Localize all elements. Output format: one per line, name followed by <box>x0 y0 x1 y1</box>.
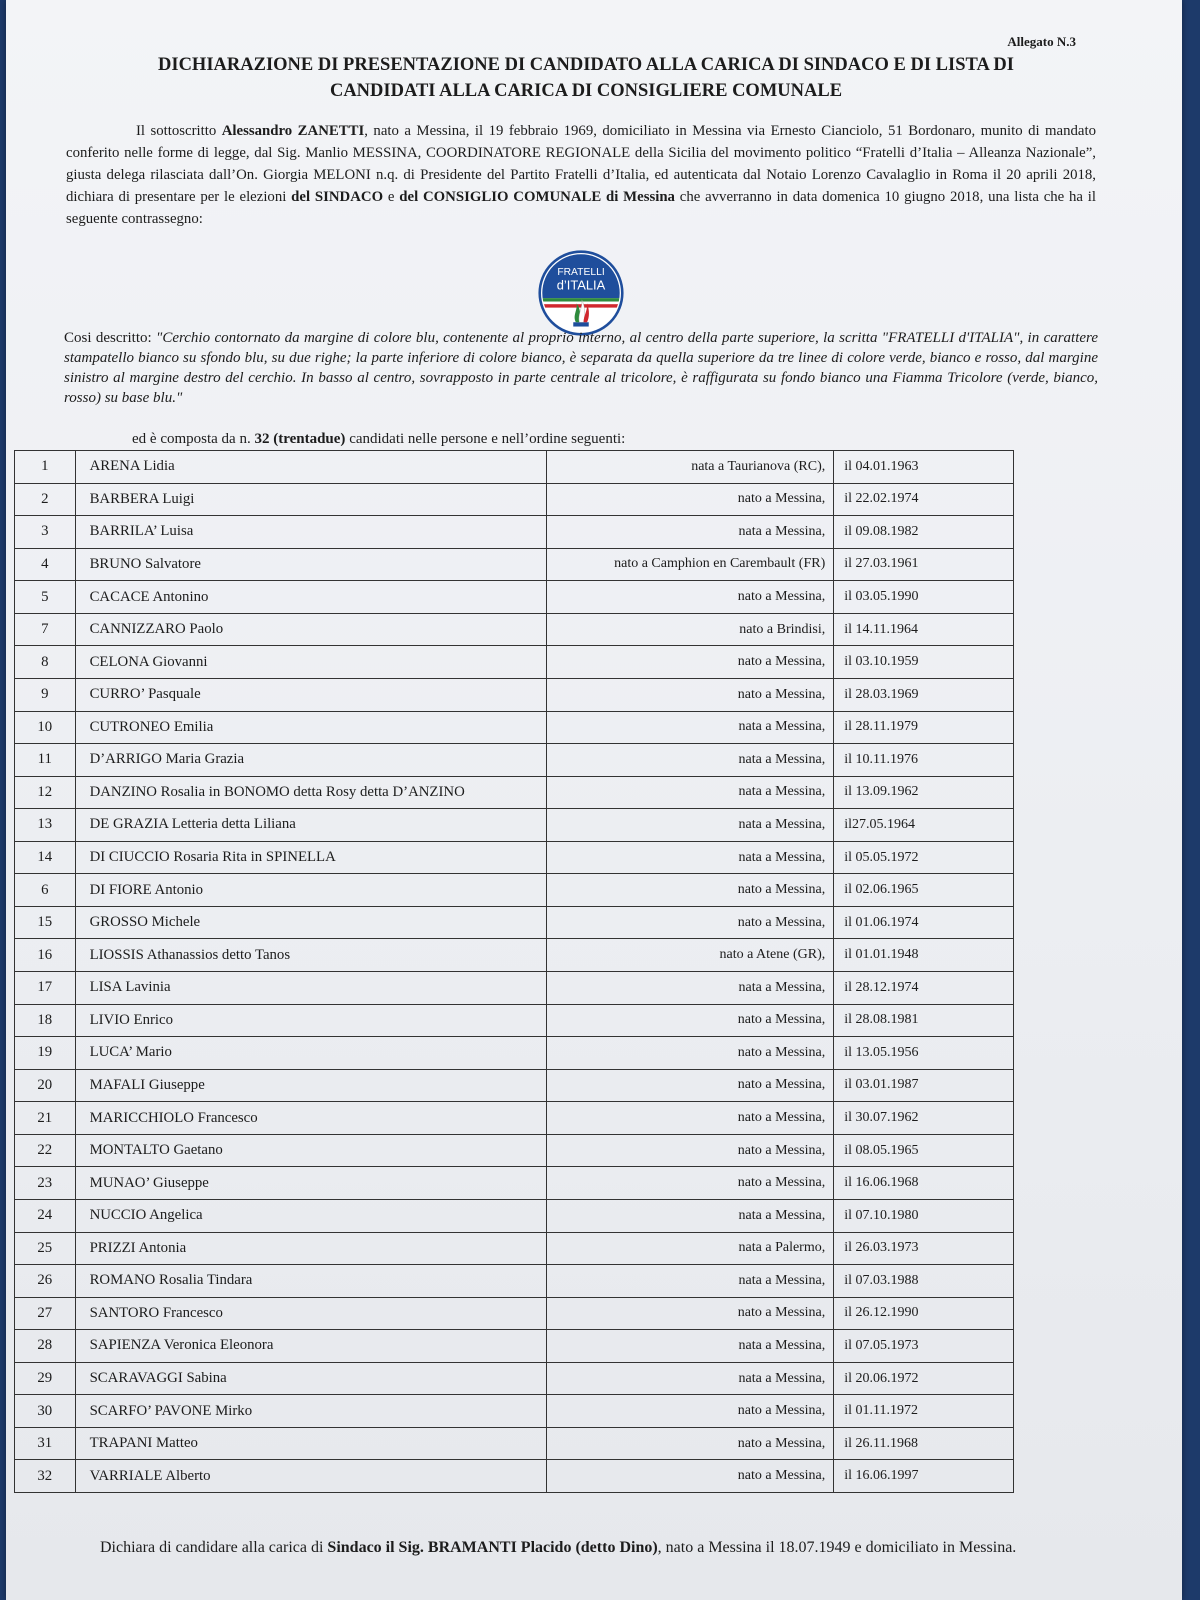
candidate-birthdate: il 01.06.1974 <box>834 907 1014 939</box>
candidate-birthdate: il 26.03.1973 <box>834 1233 1014 1265</box>
candidate-birthplace: nato a Messina, <box>547 907 834 939</box>
candidate-birthdate: il 22.02.1974 <box>834 484 1014 516</box>
allegato-label: Allegato N.3 <box>1007 34 1076 49</box>
candidate-number: 16 <box>14 939 76 971</box>
candidate-birthdate: il 03.05.1990 <box>834 581 1014 613</box>
candidate-birthdate: il 03.01.1987 <box>834 1070 1014 1102</box>
candidate-number: 21 <box>14 1102 76 1134</box>
candidate-number: 25 <box>14 1233 76 1265</box>
table-row <box>14 1395 1014 1428</box>
table-row <box>14 1265 1014 1298</box>
candidate-number: 6 <box>14 874 76 906</box>
candidate-name: LISA Lavinia <box>76 972 548 1004</box>
candidate-birthdate: il 02.06.1965 <box>834 874 1014 906</box>
candidate-birthdate: il 03.10.1959 <box>834 646 1014 678</box>
candidate-birthdate: il 28.11.1979 <box>834 712 1014 744</box>
candidate-birthplace: nata a Messina, <box>547 1265 834 1297</box>
candidate-number: 8 <box>14 646 76 678</box>
candidate-name: BARBERA Luigi <box>76 484 548 516</box>
composition-prefix: ed è composta da n. <box>132 431 255 447</box>
title-line-1: DICHIARAZIONE DI PRESENTAZIONE DI CANDIDATO ALLA CARICA DI SINDACO E DI LISTA DI <box>158 55 1014 75</box>
candidate-number: 13 <box>14 809 76 841</box>
candidate-number: 29 <box>14 1363 76 1395</box>
candidate-name: LIOSSIS Athanassios detto Tanos <box>76 939 548 971</box>
candidate-name: NUCCIO Angelica <box>76 1200 548 1232</box>
candidate-birthplace: nata a Messina, <box>547 842 834 874</box>
candidate-birthplace: nato a Brindisi, <box>547 614 834 646</box>
candidate-name: CUTRONEO Emilia <box>76 712 548 744</box>
candidate-birthplace: nato a Messina, <box>547 581 834 613</box>
candidate-birthplace: nato a Atene (GR), <box>547 939 834 971</box>
candidate-name: SCARAVAGGI Sabina <box>76 1363 548 1395</box>
candidate-number: 4 <box>14 549 76 581</box>
table-row <box>14 646 1014 679</box>
candidate-name: CELONA Giovanni <box>76 646 548 678</box>
composition-line <box>132 431 625 448</box>
table-row <box>14 451 1014 484</box>
candidate-name: ROMANO Rosalia Tindara <box>76 1265 548 1297</box>
candidate-birthdate: il 05.05.1972 <box>834 842 1014 874</box>
table-row <box>14 809 1014 842</box>
candidate-birthdate: il 10.11.1976 <box>834 744 1014 776</box>
table-row <box>14 1460 1014 1493</box>
candidate-birthplace: nato a Messina, <box>547 874 834 906</box>
table-row <box>14 1428 1014 1461</box>
intro-bold-2: del CONSIGLIO COMUNALE di Messina <box>399 189 675 205</box>
table-row <box>14 1363 1014 1396</box>
table-row <box>14 1330 1014 1363</box>
candidate-number: 17 <box>14 972 76 1004</box>
candidate-birthplace: nata a Messina, <box>547 809 834 841</box>
candidate-name: CURRO’ Pasquale <box>76 679 548 711</box>
candidate-name: GROSSO Michele <box>76 907 548 939</box>
candidate-number: 30 <box>14 1395 76 1427</box>
candidate-birthplace: nata a Messina, <box>547 1330 834 1362</box>
table-row <box>14 744 1014 777</box>
candidate-name: VARRIALE Alberto <box>76 1460 548 1492</box>
logo-text-2: d’ITALIA <box>556 277 606 293</box>
candidate-number: 27 <box>14 1298 76 1330</box>
candidate-name: MUNAO’ Giuseppe <box>76 1167 548 1199</box>
logo-text-1: FRATELLI <box>557 266 605 278</box>
candidate-birthdate: il 01.11.1972 <box>834 1395 1014 1427</box>
candidate-name: DE GRAZIA Letteria detta Liliana <box>76 809 548 841</box>
candidate-name: PRIZZI Antonia <box>76 1233 548 1265</box>
candidate-birthdate: il 26.11.1968 <box>834 1428 1014 1460</box>
candidate-birthplace: nata a Messina, <box>547 1363 834 1395</box>
intro-text-3: e <box>383 189 400 205</box>
candidate-number: 32 <box>14 1460 76 1492</box>
candidate-name: MAFALI Giuseppe <box>76 1070 548 1102</box>
candidate-birthplace: nato a Messina, <box>547 484 834 516</box>
composition-suffix: candidati nelle persone e nell’ordine seguenti: <box>345 431 626 447</box>
candidate-name: SANTORO Francesco <box>76 1298 548 1330</box>
party-logo <box>538 250 624 336</box>
candidate-birthplace: nata a Messina, <box>547 516 834 548</box>
candidate-birthdate: il 30.07.1962 <box>834 1102 1014 1134</box>
intro-bold-1: del SINDACO <box>291 189 384 205</box>
candidate-birthdate: il 28.03.1969 <box>834 679 1014 711</box>
candidate-number: 10 <box>14 712 76 744</box>
candidate-birthplace: nato a Messina, <box>547 679 834 711</box>
candidate-number: 14 <box>14 842 76 874</box>
candidate-birthplace: nata a Messina, <box>547 777 834 809</box>
candidate-number: 22 <box>14 1135 76 1167</box>
closing-paragraph <box>20 1532 1100 1564</box>
candidate-birthdate: il 08.05.1965 <box>834 1135 1014 1167</box>
table-row <box>14 581 1014 614</box>
candidate-name: D’ARRIGO Maria Grazia <box>76 744 548 776</box>
candidate-birthplace: nato a Messina, <box>547 1167 834 1199</box>
intro-text-2: , nato a Messina, il 19 febbraio 1969, domiciliato in Messina via Ernesto Cianciolo, 51 Bordonaro, munito di mandato conferito nelle forme di legge, dal Sig. Manlio MESSINA, COORDINATORE REGIONALE della Sicilia del movimento politico “Fratelli d’Italia – Alleanza Nazionale”, giusta delega rilasciata dall’On. Giorgia MELONI n.q. di Presidente del Partito Fratelli d’Italia, ed autenticata dal Notaio Lorenzo Cavalaglio in Roma il 20 aprili 2018, dichiara di presentare per le elezioni <box>66 123 1096 205</box>
table-row <box>14 1298 1014 1331</box>
signer-name: Alessandro ZANETTI <box>221 123 365 139</box>
candidate-name: ARENA Lidia <box>76 451 548 483</box>
table-row <box>14 874 1014 907</box>
table-row <box>14 679 1014 712</box>
candidate-birthplace: nato a Camphion en Carembault (FR) <box>547 549 834 581</box>
table-row <box>14 1233 1014 1266</box>
candidate-birthdate: il 07.05.1973 <box>834 1330 1014 1362</box>
candidate-birthdate: il 20.06.1972 <box>834 1363 1014 1395</box>
table-row <box>14 614 1014 647</box>
table-row <box>14 842 1014 875</box>
table-row <box>14 1135 1014 1168</box>
intro-paragraph <box>66 120 1096 230</box>
table-row <box>14 939 1014 972</box>
intro-text-1: Il sottoscritto <box>136 123 222 139</box>
candidate-number: 3 <box>14 516 76 548</box>
title-line-2: CANDIDATI ALLA CARICA DI CONSIGLIERE COMUNALE <box>329 81 843 101</box>
table-row <box>14 712 1014 745</box>
candidate-name: DI CIUCCIO Rosaria Rita in SPINELLA <box>76 842 548 874</box>
table-row <box>14 1200 1014 1233</box>
description-lead: Cosi descritto: <box>64 330 157 346</box>
candidate-name: CACACE Antonino <box>76 581 548 613</box>
table-row <box>14 1070 1014 1103</box>
candidate-birthplace: nata a Messina, <box>547 744 834 776</box>
candidate-name: BRUNO Salvatore <box>76 549 548 581</box>
table-row <box>14 907 1014 940</box>
candidate-birthplace: nato a Messina, <box>547 1428 834 1460</box>
candidate-birthplace: nato a Messina, <box>547 1037 834 1069</box>
candidate-number: 19 <box>14 1037 76 1069</box>
candidate-name: SCARFO’ PAVONE Mirko <box>76 1395 548 1427</box>
candidate-name: LUCA’ Mario <box>76 1037 548 1069</box>
candidate-number: 24 <box>14 1200 76 1232</box>
candidate-birthdate: il 13.09.1962 <box>834 777 1014 809</box>
candidate-name: DI FIORE Antonio <box>76 874 548 906</box>
table-row <box>14 1005 1014 1038</box>
table-row <box>14 484 1014 517</box>
candidate-number: 15 <box>14 907 76 939</box>
candidates-table <box>14 450 1014 1493</box>
candidate-name: SAPIENZA Veronica Eleonora <box>76 1330 548 1362</box>
candidate-name: MONTALTO Gaetano <box>76 1135 548 1167</box>
candidate-number: 23 <box>14 1167 76 1199</box>
table-row <box>14 1037 1014 1070</box>
candidate-birthplace: nato a Messina, <box>547 1005 834 1037</box>
candidate-birthdate: il 16.06.1997 <box>834 1460 1014 1492</box>
table-row <box>14 1102 1014 1135</box>
candidate-name: BARRILA’ Luisa <box>76 516 548 548</box>
candidate-birthdate: il 28.08.1981 <box>834 1005 1014 1037</box>
candidate-birthplace: nato a Messina, <box>547 646 834 678</box>
candidate-birthdate: il 14.11.1964 <box>834 614 1014 646</box>
candidate-birthplace: nato a Messina, <box>547 1298 834 1330</box>
candidate-birthplace: nato a Messina, <box>547 1460 834 1492</box>
candidate-birthdate: il 27.03.1961 <box>834 549 1014 581</box>
candidate-birthplace: nata a Taurianova (RC), <box>547 451 834 483</box>
candidate-name: DANZINO Rosalia in BONOMO detta Rosy detta D’ANZINO <box>76 777 548 809</box>
candidate-name: LIVIO Enrico <box>76 1005 548 1037</box>
candidate-birthdate: il 04.01.1963 <box>834 451 1014 483</box>
candidate-number: 7 <box>14 614 76 646</box>
candidate-number: 18 <box>14 1005 76 1037</box>
candidate-number: 1 <box>14 451 76 483</box>
candidate-birthplace: nato a Messina, <box>547 1102 834 1134</box>
candidate-number: 2 <box>14 484 76 516</box>
description-text: "Cerchio contornato da margine di colore blu, contenente al proprio interno, al centro della parte superiore, la scritta "FRATELLI d'ITALIA", in carattere stampatello bianco su sfondo blu, su due righe; la parte inferiore di colore bianco, è separata da quella superiore da tre linee di colore verde, bianco e rosso, dal margine sinistro al margine destro del cerchio. In basso al centro, sovrapposto in parte centrale al tricolore, è raffigurata su fondo bianco una Fiamma Tricolore (verde, bianco, rosso) su base blu." <box>64 330 1098 406</box>
candidate-birthplace: nato a Messina, <box>547 1135 834 1167</box>
logo-description <box>64 328 1098 408</box>
table-row <box>14 777 1014 810</box>
table-row <box>14 972 1014 1005</box>
candidate-birthdate: il 01.01.1948 <box>834 939 1014 971</box>
candidate-birthdate: il 13.05.1956 <box>834 1037 1014 1069</box>
candidate-name: MARICCHIOLO Francesco <box>76 1102 548 1134</box>
candidate-birthdate: il 07.10.1980 <box>834 1200 1014 1232</box>
candidate-birthdate: il 09.08.1982 <box>834 516 1014 548</box>
table-row <box>14 549 1014 582</box>
candidate-name: TRAPANI Matteo <box>76 1428 548 1460</box>
table-row <box>14 516 1014 549</box>
candidate-number: 26 <box>14 1265 76 1297</box>
candidate-birthdate: il 16.06.1968 <box>834 1167 1014 1199</box>
candidate-birthdate: il 26.12.1990 <box>834 1298 1014 1330</box>
candidate-count: 32 (trentadue) <box>254 431 346 447</box>
candidate-number: 31 <box>14 1428 76 1460</box>
candidate-number: 28 <box>14 1330 76 1362</box>
candidate-number: 11 <box>14 744 76 776</box>
candidate-number: 12 <box>14 777 76 809</box>
closing-text-1: Dichiara di candidare alla carica di <box>100 1539 328 1556</box>
closing-text-2: , nato a Messina il 18.07.1949 e domiciliato in Messina. <box>657 1539 1017 1556</box>
intro-text-4: che avverranno in data domenica 10 giugno 2018, una lista che ha il seguente contrassegno: <box>66 189 1097 227</box>
document-page <box>6 0 1182 1600</box>
candidate-birthplace: nata a Messina, <box>547 1200 834 1232</box>
candidate-birthplace: nato a Messina, <box>547 1395 834 1427</box>
mayor-candidate: Sindaco il Sig. BRAMANTI Placido (detto Dino) <box>327 1539 658 1556</box>
candidate-birthdate: il 28.12.1974 <box>834 972 1014 1004</box>
candidate-birthplace: nata a Messina, <box>547 972 834 1004</box>
candidate-birthplace: nata a Messina, <box>547 712 834 744</box>
document-title <box>76 52 1096 104</box>
candidate-birthdate: il 07.03.1988 <box>834 1265 1014 1297</box>
candidate-birthplace: nata a Palermo, <box>547 1233 834 1265</box>
candidate-number: 9 <box>14 679 76 711</box>
candidate-number: 5 <box>14 581 76 613</box>
candidate-birthplace: nato a Messina, <box>547 1070 834 1102</box>
candidate-number: 20 <box>14 1070 76 1102</box>
candidate-name: CANNIZZARO Paolo <box>76 614 548 646</box>
candidate-birthdate: il27.05.1964 <box>834 809 1014 841</box>
table-row <box>14 1167 1014 1200</box>
